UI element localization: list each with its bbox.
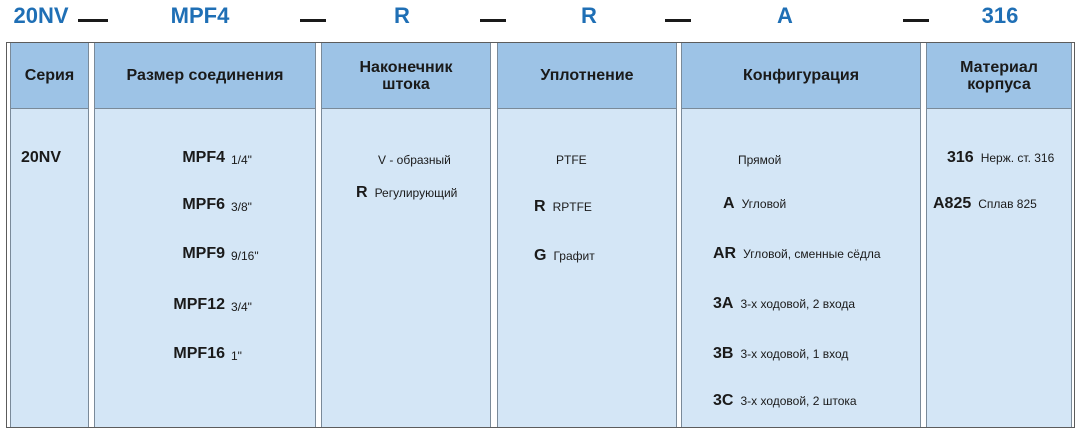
option-description: PTFE (556, 153, 587, 167)
column-body-material (926, 43, 1072, 427)
table-cell (182, 245, 225, 263)
option-code: G (534, 247, 547, 264)
code-segment-series: 20NV (13, 3, 69, 28)
option-description: V - образный (378, 153, 451, 167)
column-header-line: Наконечник (359, 58, 453, 76)
option-description: Нерж. ст. 316 (980, 151, 1055, 165)
code-segment-configuration: A (777, 3, 793, 28)
option-code: MPF4 (182, 149, 225, 166)
table-cell (182, 196, 225, 214)
column-header: Конфигурация (682, 43, 920, 109)
option-description: Сплав 825 (978, 197, 1037, 211)
option-code: A (723, 195, 735, 212)
code-separator (78, 19, 108, 22)
code-segment-connection: MPF4 (170, 3, 230, 28)
code-separator (300, 19, 326, 22)
column-configuration (681, 43, 921, 427)
table-cell (713, 392, 857, 410)
table-cell (231, 153, 252, 167)
option-code: R (534, 198, 546, 215)
option-code: MPF16 (173, 345, 225, 362)
ordering-table (6, 42, 1075, 428)
option-code: 3B (713, 345, 734, 362)
column-header (322, 43, 490, 109)
table-cell (231, 200, 252, 214)
table-cell (713, 345, 848, 363)
column-stem-tip (321, 43, 491, 427)
option-description: 3/8" (231, 200, 252, 214)
column-header: Уплотнение (498, 43, 676, 109)
table-cell (21, 149, 61, 167)
option-code: AR (713, 245, 737, 262)
table-cell (231, 349, 242, 363)
option-code: 3A (713, 295, 734, 312)
table-cell (378, 153, 451, 167)
table-cell (723, 195, 786, 213)
column-header-line: корпуса (967, 75, 1031, 93)
table-cell (947, 149, 1054, 167)
code-segment-seal: R (581, 3, 597, 28)
column-header (927, 43, 1071, 109)
option-code: 3C (713, 392, 734, 409)
code-separator (903, 19, 929, 22)
table-cell (173, 345, 225, 363)
column-header-line: Материал (960, 58, 1038, 76)
column-header: Размер соединения (95, 43, 315, 109)
option-code: MPF9 (182, 245, 225, 262)
table-cell (173, 296, 225, 314)
option-description: 3-х ходовой, 2 входа (740, 297, 856, 311)
option-description: 3/4" (231, 300, 252, 314)
option-description: Графит (553, 249, 595, 263)
code-segment-stem-tip: R (394, 3, 410, 28)
option-code: MPF12 (173, 296, 225, 313)
table-cell (231, 249, 259, 263)
option-description: 3-х ходовой, 1 вход (740, 347, 849, 361)
option-description: 3-х ходовой, 2 штока (740, 394, 857, 408)
table-cell (356, 184, 457, 202)
option-code: 20NV (21, 149, 62, 166)
table-cell (713, 245, 881, 263)
option-description: Угловой (741, 197, 787, 211)
option-code: MPF6 (182, 196, 225, 213)
table-cell (713, 295, 855, 313)
option-description: 1" (231, 349, 242, 363)
table-cell (534, 247, 595, 265)
option-description: 1/4" (231, 153, 252, 167)
option-description: RPTFE (552, 200, 592, 214)
option-code: 316 (947, 149, 974, 166)
table-cell (933, 195, 1037, 213)
model-code-line (0, 0, 1081, 40)
table-cell (534, 198, 592, 216)
column-series (10, 43, 89, 427)
option-code: R (356, 184, 368, 201)
column-connection-size (94, 43, 316, 427)
option-code: A825 (933, 195, 972, 212)
column-seal (497, 43, 677, 427)
table-cell (182, 149, 225, 167)
table-cell (556, 153, 587, 167)
column-header: Серия (11, 43, 88, 109)
option-description: Угловой, сменные сёдла (743, 247, 881, 261)
table-cell (231, 300, 252, 314)
table-cell (738, 153, 781, 167)
option-description: Прямой (738, 153, 782, 167)
code-separator (665, 19, 691, 22)
code-separator (480, 19, 506, 22)
option-description: Регулирующий (374, 186, 458, 200)
code-segment-material: 316 (981, 3, 1019, 28)
column-header-line: штока (382, 75, 430, 93)
option-description: 9/16" (231, 249, 259, 263)
